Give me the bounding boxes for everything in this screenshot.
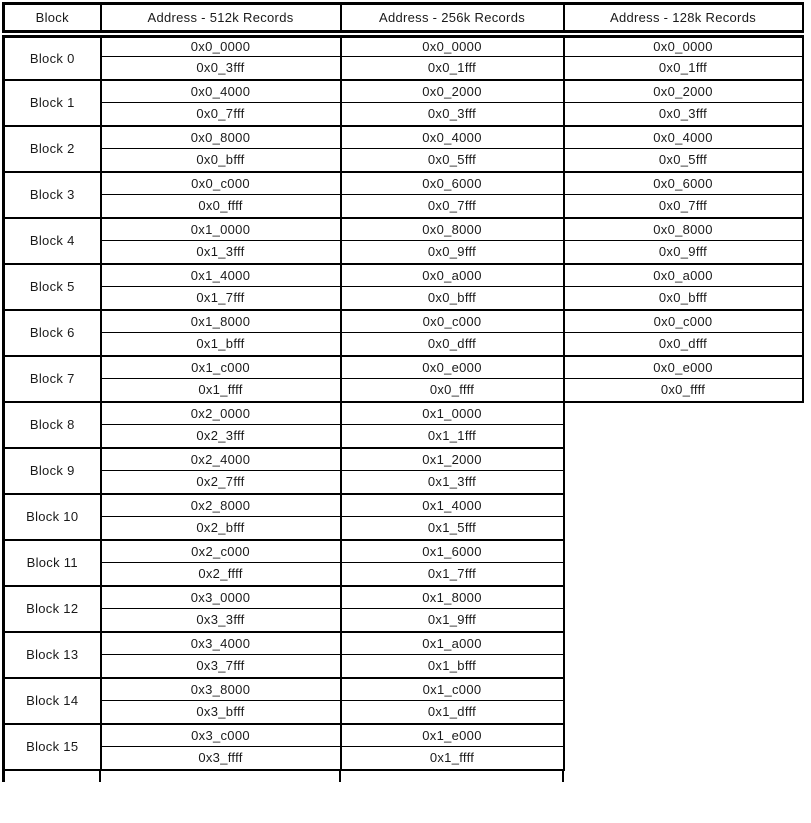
block-address-table — [2, 2, 804, 771]
block-8-end-row — [4, 425, 803, 448]
block-label-7: Block 7 — [4, 356, 101, 402]
block-label-5: Block 5 — [4, 264, 101, 310]
block-9-end-row — [4, 471, 803, 494]
block-label-0: Block 0 — [4, 34, 101, 80]
addr-128k-start-4: 0x0_8000 — [564, 218, 803, 241]
addr-128k-start-1: 0x0_2000 — [564, 80, 803, 103]
block-label-4: Block 4 — [4, 218, 101, 264]
addr-512k-start-4: 0x1_0000 — [101, 218, 341, 241]
addr-128k-start-7: 0x0_e000 — [564, 356, 803, 379]
addr-512k-end-8: 0x2_3fff — [101, 425, 341, 448]
block-5-start-row — [4, 264, 803, 287]
addr-256k-end-4: 0x0_9fff — [341, 241, 564, 264]
addr-256k-end-2: 0x0_5fff — [341, 149, 564, 172]
table-edge-stub — [99, 771, 101, 782]
block-label-6: Block 6 — [4, 310, 101, 356]
block-15-start-row — [4, 724, 803, 747]
block-label-9: Block 9 — [4, 448, 101, 494]
block-8-start-row — [4, 402, 803, 425]
addr-512k-end-15: 0x3_ffff — [101, 747, 341, 770]
addr-256k-start-3: 0x0_6000 — [341, 172, 564, 195]
addr-256k-start-15: 0x1_e000 — [341, 724, 564, 747]
block-3-start-row — [4, 172, 803, 195]
addr-256k-end-10: 0x1_5fff — [341, 517, 564, 540]
addr-256k-start-0: 0x0_0000 — [341, 34, 564, 57]
cropped-border-stubs — [2, 771, 801, 782]
block-1-start-row — [4, 80, 803, 103]
block-11-start-row — [4, 540, 803, 563]
addr-512k-end-13: 0x3_7fff — [101, 655, 341, 678]
addr-512k-end-5: 0x1_7fff — [101, 287, 341, 310]
addr-256k-end-0: 0x0_1fff — [341, 57, 564, 80]
addr-256k-end-15: 0x1_ffff — [341, 747, 564, 770]
block-10-end-row — [4, 517, 803, 540]
header-row — [4, 4, 803, 34]
addr-128k-start-5: 0x0_a000 — [564, 264, 803, 287]
block-14-start-row — [4, 678, 803, 701]
addr-256k-start-13: 0x1_a000 — [341, 632, 564, 655]
addr-128k-end-4: 0x0_9fff — [564, 241, 803, 264]
block-10-start-row — [4, 494, 803, 517]
block-label-10: Block 10 — [4, 494, 101, 540]
addr-512k-start-7: 0x1_c000 — [101, 356, 341, 379]
addr-256k-end-7: 0x0_ffff — [341, 379, 564, 402]
block-label-3: Block 3 — [4, 172, 101, 218]
addr-512k-start-11: 0x2_c000 — [101, 540, 341, 563]
addr-256k-start-14: 0x1_c000 — [341, 678, 564, 701]
addr-256k-end-3: 0x0_7fff — [341, 195, 564, 218]
addr-128k-start-6: 0x0_c000 — [564, 310, 803, 333]
addr-128k-end-2: 0x0_5fff — [564, 149, 803, 172]
addr-128k-end-0: 0x0_1fff — [564, 57, 803, 80]
addr-512k-start-10: 0x2_8000 — [101, 494, 341, 517]
addr-512k-end-6: 0x1_bfff — [101, 333, 341, 356]
addr-128k-end-6: 0x0_dfff — [564, 333, 803, 356]
addr-256k-start-7: 0x0_e000 — [341, 356, 564, 379]
block-13-end-row — [4, 655, 803, 678]
col-header-256k-records: Address - 256k Records — [341, 4, 564, 34]
block-label-8: Block 8 — [4, 402, 101, 448]
addr-512k-end-1: 0x0_7fff — [101, 103, 341, 126]
block-4-start-row — [4, 218, 803, 241]
block-label-1: Block 1 — [4, 80, 101, 126]
table-edge-stub — [2, 771, 5, 782]
addr-128k-end-7: 0x0_ffff — [564, 379, 803, 402]
addr-512k-start-15: 0x3_c000 — [101, 724, 341, 747]
addr-512k-end-3: 0x0_ffff — [101, 195, 341, 218]
table-edge-stub — [562, 771, 564, 782]
addr-128k-start-3: 0x0_6000 — [564, 172, 803, 195]
addr-512k-end-7: 0x1_ffff — [101, 379, 341, 402]
block-11-end-row — [4, 563, 803, 586]
addr-128k-start-0: 0x0_0000 — [564, 34, 803, 57]
addr-512k-end-12: 0x3_3fff — [101, 609, 341, 632]
addr-512k-start-14: 0x3_8000 — [101, 678, 341, 701]
addr-128k-end-1: 0x0_3fff — [564, 103, 803, 126]
addr-512k-start-8: 0x2_0000 — [101, 402, 341, 425]
addr-512k-start-9: 0x2_4000 — [101, 448, 341, 471]
addr-256k-end-11: 0x1_7fff — [341, 563, 564, 586]
addr-256k-end-6: 0x0_dfff — [341, 333, 564, 356]
addr-256k-end-9: 0x1_3fff — [341, 471, 564, 494]
addr-512k-start-1: 0x0_4000 — [101, 80, 341, 103]
block-7-end-row — [4, 379, 803, 402]
block-5-end-row — [4, 287, 803, 310]
addr-512k-start-13: 0x3_4000 — [101, 632, 341, 655]
col-header-128k-records: Address - 128k Records — [564, 4, 803, 34]
block-6-start-row — [4, 310, 803, 333]
addr-512k-end-9: 0x2_7fff — [101, 471, 341, 494]
addr-256k-start-4: 0x0_8000 — [341, 218, 564, 241]
addr-256k-end-13: 0x1_bfff — [341, 655, 564, 678]
block-2-start-row — [4, 126, 803, 149]
block-label-11: Block 11 — [4, 540, 101, 586]
addr-512k-end-2: 0x0_bfff — [101, 149, 341, 172]
addr-512k-start-6: 0x1_8000 — [101, 310, 341, 333]
block-6-end-row — [4, 333, 803, 356]
addr-512k-end-14: 0x3_bfff — [101, 701, 341, 724]
block-label-12: Block 12 — [4, 586, 101, 632]
addr-256k-start-10: 0x1_4000 — [341, 494, 564, 517]
addr-256k-start-11: 0x1_6000 — [341, 540, 564, 563]
block-0-end-row — [4, 57, 803, 80]
block-3-end-row — [4, 195, 803, 218]
block-12-end-row — [4, 609, 803, 632]
addr-256k-start-1: 0x0_2000 — [341, 80, 564, 103]
addr-512k-start-12: 0x3_0000 — [101, 586, 341, 609]
block-9-start-row — [4, 448, 803, 471]
addr-256k-end-14: 0x1_dfff — [341, 701, 564, 724]
addr-128k-end-3: 0x0_7fff — [564, 195, 803, 218]
col-header-512k-records: Address - 512k Records — [101, 4, 341, 34]
block-13-start-row — [4, 632, 803, 655]
addr-512k-start-3: 0x0_c000 — [101, 172, 341, 195]
addr-256k-end-5: 0x0_bfff — [341, 287, 564, 310]
addr-256k-start-2: 0x0_4000 — [341, 126, 564, 149]
block-0-start-row — [4, 34, 803, 57]
addr-256k-end-8: 0x1_1fff — [341, 425, 564, 448]
block-label-2: Block 2 — [4, 126, 101, 172]
addr-512k-end-0: 0x0_3fff — [101, 57, 341, 80]
block-4-end-row — [4, 241, 803, 264]
addr-256k-start-9: 0x1_2000 — [341, 448, 564, 471]
block-label-14: Block 14 — [4, 678, 101, 724]
addr-512k-start-0: 0x0_0000 — [101, 34, 341, 57]
table-edge-stub — [339, 771, 341, 782]
addr-512k-end-4: 0x1_3fff — [101, 241, 341, 264]
block-label-15: Block 15 — [4, 724, 101, 770]
block-14-end-row — [4, 701, 803, 724]
block-15-end-row — [4, 747, 803, 770]
addr-512k-start-5: 0x1_4000 — [101, 264, 341, 287]
addr-256k-end-1: 0x0_3fff — [341, 103, 564, 126]
addr-256k-start-8: 0x1_0000 — [341, 402, 564, 425]
addr-512k-end-10: 0x2_bfff — [101, 517, 341, 540]
block-2-end-row — [4, 149, 803, 172]
addr-128k-start-2: 0x0_4000 — [564, 126, 803, 149]
block-1-end-row — [4, 103, 803, 126]
addr-256k-start-6: 0x0_c000 — [341, 310, 564, 333]
addr-128k-end-5: 0x0_bfff — [564, 287, 803, 310]
col-header-block: Block — [4, 4, 101, 34]
block-12-start-row — [4, 586, 803, 609]
addr-512k-end-11: 0x2_ffff — [101, 563, 341, 586]
addr-256k-start-12: 0x1_8000 — [341, 586, 564, 609]
addr-256k-start-5: 0x0_a000 — [341, 264, 564, 287]
block-label-13: Block 13 — [4, 632, 101, 678]
addr-512k-start-2: 0x0_8000 — [101, 126, 341, 149]
block-7-start-row — [4, 356, 803, 379]
addr-256k-end-12: 0x1_9fff — [341, 609, 564, 632]
